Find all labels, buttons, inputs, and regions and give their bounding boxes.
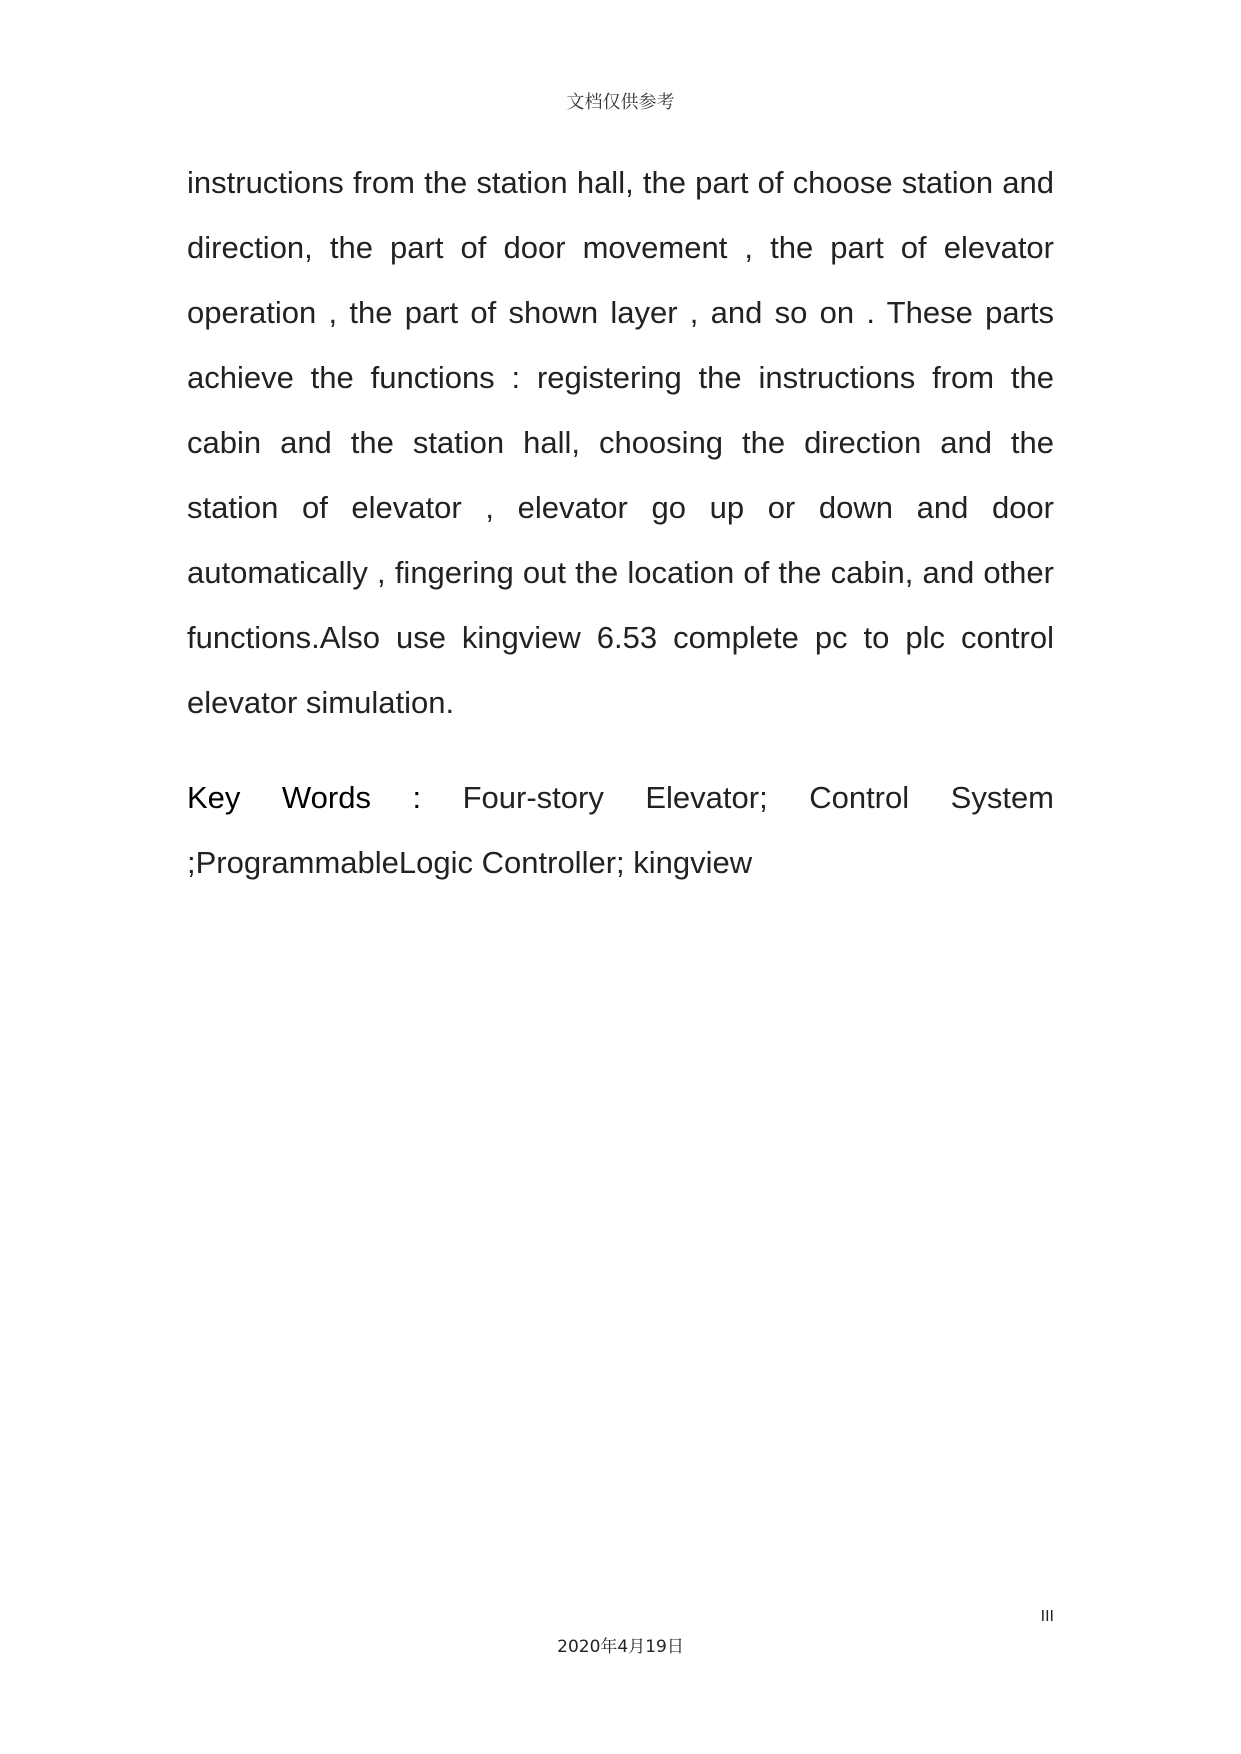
keywords-paragraph	[187, 765, 1054, 895]
footer-date: 2020年4月19日	[557, 1637, 684, 1657]
abstract-paragraph: instructions from the station hall, the part of choose station and direction, the part of door movement , the part of elevator operation , the part of shown layer , and so on . These parts achieve the functions : registering the instructions from the cabin and the station hall, choosing the direction and the station of elevator , elevator go up or down and door automatically , fingering out the location of the cabin, and other functions.Also use kingview 6.53 complete pc to plc control elevator simulation.	[187, 165, 1054, 720]
document-body	[187, 150, 1054, 895]
keywords-text: Four-story Elevator; Control System ;ProgrammableLogic Controller; kingview	[187, 780, 1055, 880]
page-number: III	[1040, 1608, 1054, 1625]
page-header: 文档仅供参考	[566, 92, 675, 113]
keywords-label: Key Words :	[187, 780, 463, 815]
